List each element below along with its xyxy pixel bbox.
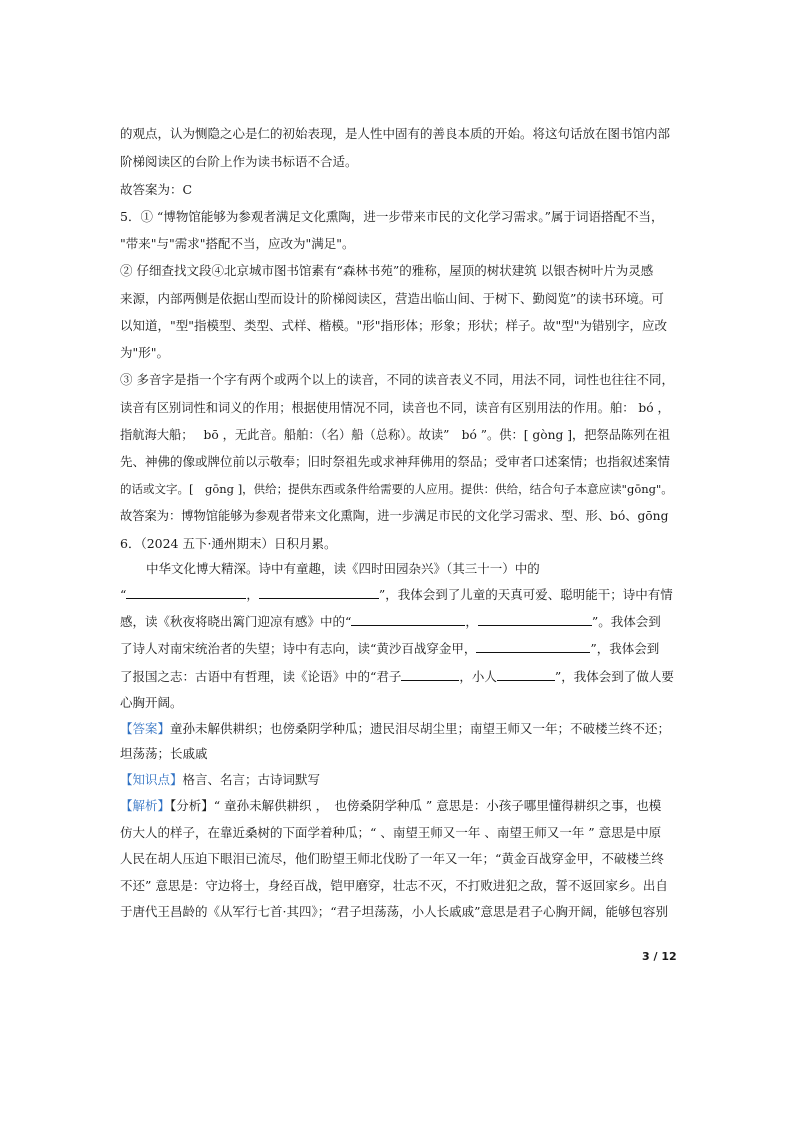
paragraph-text: ”，我体会到 bbox=[590, 641, 660, 656]
open-quote: “ bbox=[120, 587, 127, 602]
analysis-text: 【分析】“ 童孙未解供耕织 ， 也傍桑阴学种瓜 ” 意思是：小孩子哪里懂得耕织之事，也模 bbox=[170, 798, 662, 813]
answer-blank-6[interactable] bbox=[401, 668, 459, 681]
answer-blank-2[interactable] bbox=[259, 586, 379, 599]
answer-blank-3[interactable] bbox=[351, 613, 465, 626]
q5-line-4: 来源，内部两侧是依据山型而设计的阶梯阅读区，营造出临山间、于树下、勤阅览”的读书环境。可 bbox=[120, 291, 664, 306]
paragraph-text: 了诗人对南宋统治者的失望；诗中有志向，读“黄沙百战穿金甲， bbox=[120, 641, 477, 656]
q5-line-1: 5．① “博物馆能够为参观者满足文化熏陶，进一步带来市民的文化学习需求。”属于词语搭配不当， bbox=[120, 209, 664, 224]
q5-line-2: "带来"与"需求"搭配不当，应改为"满足"。 bbox=[120, 236, 355, 251]
comma: ， bbox=[465, 614, 478, 629]
q6-paragraph-line-3 bbox=[120, 613, 661, 630]
intro-answer-line: 故答案为：C bbox=[120, 182, 193, 197]
page-number: 3 / 12 bbox=[642, 950, 677, 963]
analysis-tag: 【解析】 bbox=[120, 798, 171, 813]
paragraph-text: 感，读《秋夜将晓出篱门迎凉有感》中的“ bbox=[120, 614, 352, 629]
paragraph-text: ，小人 bbox=[459, 669, 497, 684]
analysis-line-4: 不还” 意思是：守边将士，身经百战，铠甲磨穿，壮志不灭，不打败进犯之敌，誓不返回家乡。出自 bbox=[120, 878, 668, 893]
q5-line-8: 读音有区别词性和词义的作用；根据使用情况不同，读音也不同，读音有区别用法的作用。舶： bó ， bbox=[120, 401, 670, 415]
answer-line-1 bbox=[120, 721, 670, 737]
paragraph-text: 了报国之志：古语中有哲理，读《论语》中的“君子 bbox=[120, 669, 402, 684]
q5-line-3: ② 仔细查找文段④北京城市图书馆素有“森林书苑”的雅称，屋顶的树状建筑 以银杏树叶片为灵感 bbox=[120, 263, 654, 278]
answer-blank-4[interactable] bbox=[478, 613, 592, 626]
q5-line-11: 的话或文字。[ gōng ]，供给；提供东西或条件给需要的人应用。提供：供给，结合句子本意应读"gōng"。 bbox=[120, 482, 673, 496]
answer-blank-7[interactable] bbox=[497, 668, 555, 681]
q6-header: 6．（2024 五下·通州期末）日积月累。 bbox=[120, 536, 337, 551]
q6-paragraph-line-1: 中华文化博大精深。诗中有童趣，读《四时田园杂兴》（其三十一）中的 bbox=[146, 561, 540, 576]
answer-text: 童孙未解供耕织；也傍桑阴学种瓜；遗民泪尽胡尘里；南望王师又一年；不破楼兰终不还； bbox=[170, 721, 671, 736]
analysis-line-2: 仿大人的样子，在靠近桑树的下面学着种瓜；“ 、南望王师又一年 、南望王师又一年 ” 意思是中原 bbox=[120, 825, 662, 840]
knowledge-line bbox=[120, 772, 320, 788]
q5-line-6: 为"形"。 bbox=[120, 345, 169, 360]
q6-paragraph-line-6: 心胸开阔。 bbox=[120, 695, 183, 710]
paragraph-text: ”，我体会到了儿童的天真可爱、聪明能干；诗中有情 bbox=[378, 587, 673, 602]
analysis-line-3: 人民在胡人压迫下眼泪已流尽，他们盼望王师北伐盼了一年又一年；“黄金百战穿金甲，不破楼兰终 bbox=[120, 851, 664, 866]
analysis-line-5: 于唐代王昌龄的《从军行七首·其四》；“君子坦荡荡，小人长戚戚”意思是君子心胸开阔，能够包容别 bbox=[120, 904, 669, 919]
knowledge-text: 格言、名言；古诗词默写 bbox=[182, 772, 321, 787]
analysis-line-1 bbox=[120, 798, 661, 814]
answer-line-2: 坦荡荡；长戚戚 bbox=[120, 746, 208, 761]
q6-paragraph-line-4 bbox=[120, 640, 659, 657]
q6-paragraph-line-2 bbox=[120, 586, 673, 603]
knowledge-tag: 【知识点】 bbox=[120, 772, 183, 787]
q5-answer-line: 故答案为：博物馆能够为参观者带来文化熏陶，进一步满足市民的文化学习需求、型、形、bó、gōng bbox=[120, 509, 669, 523]
paragraph-text: ”。我体会到 bbox=[591, 614, 661, 629]
q5-line-5: 以知道，"型"指模型、类型、式样、楷模。"形"指形体；形象；形状；样子。故"型"为错别字，应改 bbox=[120, 318, 667, 333]
q5-line-7: ③ 多音字是指一个字有两个或两个以上的读音，不同的读音表义不同，用法不同，词性也往往不同， bbox=[120, 372, 674, 387]
answer-blank-5[interactable] bbox=[476, 640, 590, 653]
comma: ， bbox=[246, 587, 259, 602]
intro-line-2: 阶梯阅读区的台阶上作为读书标语不合适。 bbox=[120, 154, 358, 169]
intro-line-1: 的观点，认为恻隐之心是仁的初始表现，是人性中固有的善良本质的开始。将这句话放在图书馆内部 bbox=[120, 126, 671, 141]
answer-tag: 【答案】 bbox=[120, 721, 171, 736]
q5-line-9: 指航海大船； bō ，无此音。船舶：（名）船（总称）。故读” bó ”。供：[ gòng ]，把祭品陈列在祖 bbox=[120, 428, 671, 442]
q5-line-10: 先、神佛的像或牌位前以示敬奉；旧时祭祖先或求神拜佛用的祭品；受审者口述案情；也指叙述案情 bbox=[120, 454, 671, 469]
answer-blank-1[interactable] bbox=[126, 586, 246, 599]
paragraph-text: ”，我体会到了做人要 bbox=[554, 669, 674, 684]
q6-paragraph-line-5 bbox=[120, 668, 674, 685]
